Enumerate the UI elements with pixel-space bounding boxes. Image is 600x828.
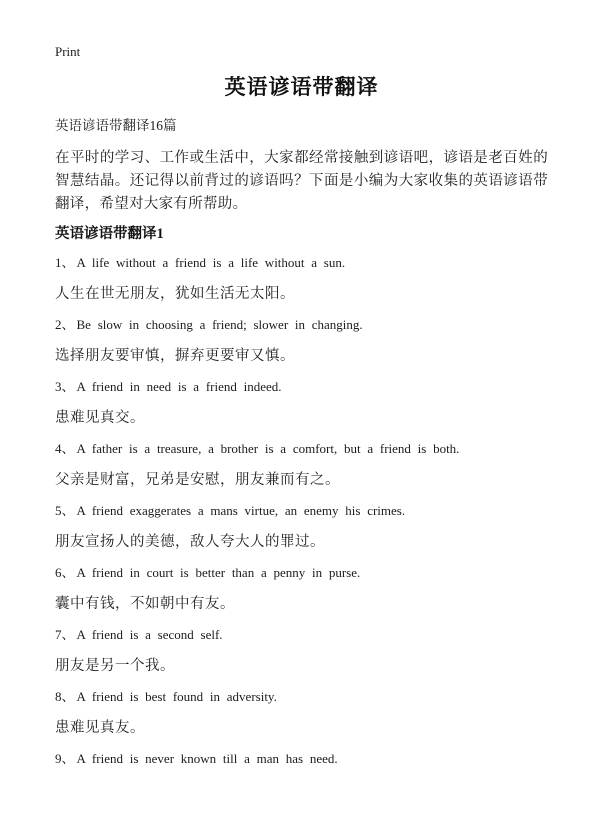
proverb-number: 7、: [55, 627, 75, 642]
list-item: [55, 565, 548, 612]
proverb-english-text: A friend exaggerates a mans virtue, an enemy his crimes.: [76, 503, 406, 518]
proverb-translation: 患难见真交。: [55, 410, 145, 426]
proverb-list: [55, 255, 548, 766]
list-item: [55, 317, 548, 364]
proverb-english: [55, 751, 548, 766]
proverb-number: 6、: [55, 565, 75, 580]
proverb-english-text: A friend is a second self.: [76, 627, 223, 642]
proverb-number: 4、: [55, 441, 75, 456]
proverb-english-text: A father is a treasure, a brother is a comfort, but a friend is both.: [76, 441, 460, 456]
proverb-english-text: A life without a friend is a life without a sun.: [76, 255, 346, 270]
proverb-english-text: A friend in court is better than a penny in purse.: [76, 565, 361, 580]
section-heading: 英语谚语带翻译1: [55, 226, 164, 242]
proverb-english-text: A friend is best found in adversity.: [76, 689, 277, 704]
list-item: [55, 751, 548, 766]
list-item: [55, 689, 548, 736]
document-subtitle: 英语谚语带翻译16篇: [55, 118, 177, 133]
proverb-number: 9、: [55, 751, 75, 766]
intro-paragraph: 在平时的学习、工作或生活中，大家都经常接触到谚语吧，谚语是老百姓的智慧结晶。还记得以前背过的谚语吗？下面是小编为大家收集的英语谚语带翻译，希望对大家有所帮助。: [55, 150, 548, 212]
proverb-translation: 人生在世无朋友，犹如生活无太阳。: [55, 286, 295, 302]
proverb-translation: 父亲是财富，兄弟是安慰，朋友兼而有之。: [55, 472, 340, 488]
list-item: [55, 255, 548, 302]
proverb-english: [55, 565, 548, 580]
proverb-english-text: Be slow in choosing a friend; slower in changing.: [76, 317, 363, 332]
list-item: [55, 627, 548, 674]
proverb-english: [55, 379, 548, 394]
list-item: [55, 503, 548, 550]
page-title: 英语谚语带翻译: [224, 75, 379, 99]
proverb-english-text: A friend is never known till a man has need.: [76, 751, 338, 766]
proverb-english: [55, 317, 548, 332]
proverb-translation: 患难见真友。: [55, 720, 145, 736]
proverb-english: [55, 503, 548, 518]
list-item: [55, 379, 548, 426]
list-item: [55, 441, 548, 488]
proverb-number: 8、: [55, 689, 75, 704]
proverb-english-text: A friend in need is a friend indeed.: [76, 379, 282, 394]
proverb-translation: 朋友是另一个我。: [55, 658, 175, 674]
proverb-number: 5、: [55, 503, 75, 518]
proverb-english: [55, 255, 548, 270]
proverb-number: 1、: [55, 255, 75, 270]
proverb-english: [55, 627, 548, 642]
print-link[interactable]: Print: [55, 44, 81, 59]
proverb-english: [55, 689, 548, 704]
proverb-translation: 囊中有钱，不如朝中有友。: [55, 596, 235, 612]
proverb-number: 2、: [55, 317, 75, 332]
proverb-translation: 选择朋友要审慎，摒弃更要审又慎。: [55, 348, 295, 364]
proverb-english: [55, 441, 548, 456]
proverb-translation: 朋友宣扬人的美德，敌人夸大人的罪过。: [55, 534, 325, 550]
proverb-number: 3、: [55, 379, 75, 394]
